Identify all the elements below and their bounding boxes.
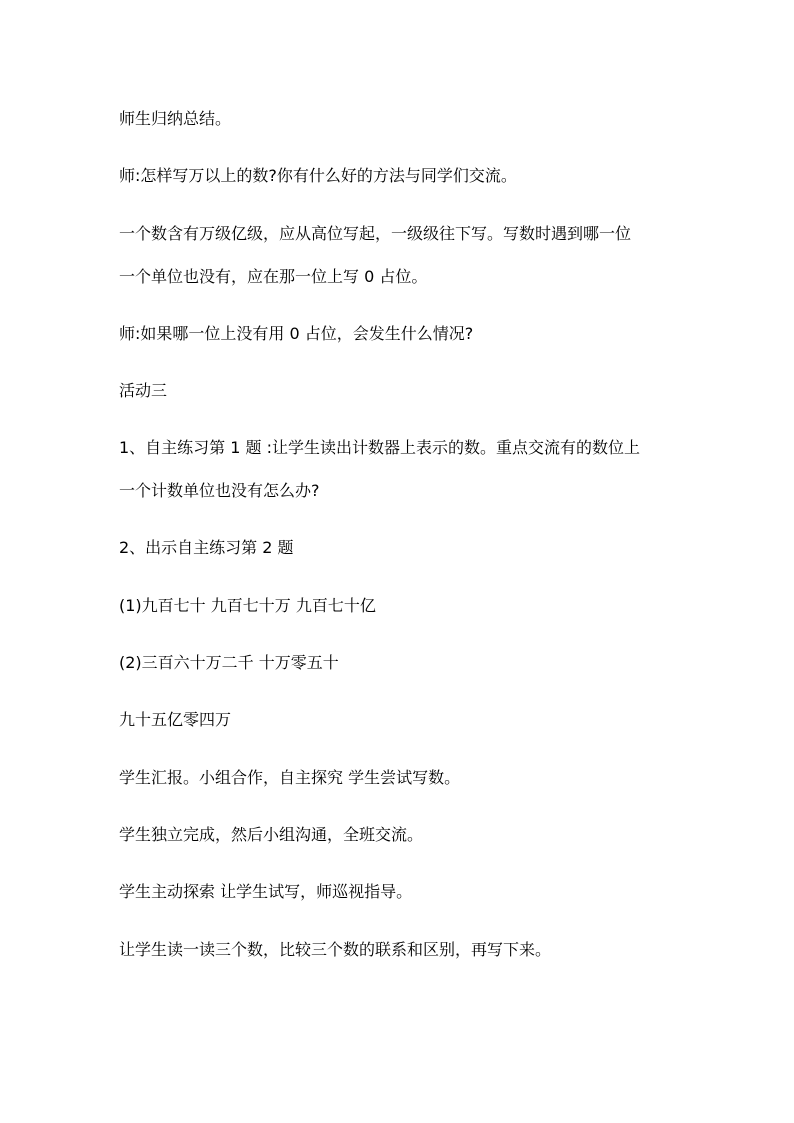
- text-line: 师生归纳总结。: [119, 109, 232, 128]
- text-line: 学生汇报。小组合作，自主探究 学生尝试写数。: [119, 768, 461, 787]
- text-line: 学生独立完成，然后小组沟通，全班交流。: [119, 825, 424, 844]
- text-line: 一个计数单位也没有怎么办?: [119, 481, 320, 500]
- text-line: 师:怎样写万以上的数?你有什么好的方法与同学们交流。: [119, 166, 517, 185]
- text-line: 2、出示自主练习第 2 题: [119, 538, 294, 557]
- text-line: (2)三百六十万二千 十万零五十: [119, 653, 339, 672]
- text-line: (1)九百七十 九百七十万 九百七十亿: [119, 596, 376, 615]
- text-line: 九十五亿零四万: [119, 710, 232, 729]
- text-line: 学生主动探索 让学生试写，师巡视指导。: [119, 882, 413, 901]
- text-line: 1、自主练习第 1 题 :让学生读出计数器上表示的数。重点交流有的数位上: [119, 438, 641, 457]
- text-line: 一个数含有万级亿级，应从高位写起，一级级往下写。写数时遇到哪一位: [119, 224, 632, 243]
- text-line: 让学生读一读三个数，比较三个数的联系和区别，再写下来。: [119, 940, 552, 959]
- section-heading: 活动三: [119, 381, 168, 400]
- text-line: 一个单位也没有，应在那一位上写 0 占位。: [119, 267, 428, 286]
- text-line: 师:如果哪一位上没有用 0 占位，会发生什么情况?: [119, 324, 474, 343]
